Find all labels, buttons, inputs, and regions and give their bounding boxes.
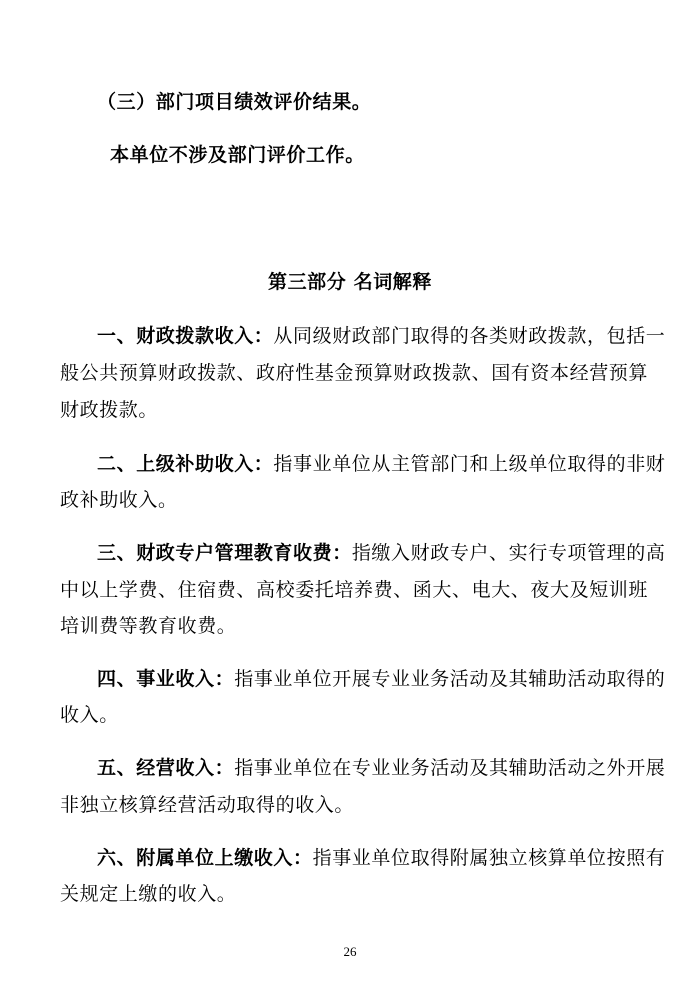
term-paragraph-5-line-2: 非独立核算经营活动取得的收入。 [60, 794, 355, 816]
term-paragraph-3-line-2: 中以上学费、住宿费、高校委托培养费、函大、电大、夜大及短训班 [60, 579, 649, 601]
page-number: 26 [343, 944, 357, 959]
term-paragraph-1-line-1 [97, 322, 665, 350]
term-label: 三、财政专户管理教育收费： [97, 542, 352, 564]
term-paragraph-6-line-1 [97, 844, 665, 872]
term-paragraph-6-line-2: 关规定上缴的收入。 [60, 883, 237, 905]
term-definition: 指事业单位开展专业业务活动及其辅助活动取得的 [234, 668, 666, 690]
section-heading: （三）部门项目绩效评价结果。 [97, 91, 372, 113]
term-definition: 指事业单位在专业业务活动及其辅助活动之外开展 [234, 757, 666, 779]
section-body: 本单位不涉及部门评价工作。 [110, 144, 365, 166]
term-paragraph-5-line-1 [97, 754, 665, 782]
term-label: 六、附属单位上缴收入： [97, 847, 313, 869]
term-label: 四、事业收入： [97, 668, 235, 690]
term-paragraph-1-line-3: 财政拨款。 [60, 399, 159, 421]
term-paragraph-3-line-1 [97, 539, 665, 567]
part-title: 第三部分 名词解释 [267, 271, 432, 293]
term-definition: 指缴入财政专户、实行专项管理的高 [351, 542, 666, 564]
term-paragraph-4-line-2: 收入。 [60, 704, 119, 726]
term-paragraph-2-line-1 [97, 450, 665, 478]
term-definition: 从同级财政部门取得的各类财政拨款，包括一 [273, 325, 666, 347]
term-label: 五、经营收入： [97, 757, 235, 779]
term-label: 二、上级补助收入： [97, 453, 274, 475]
term-paragraph-2-line-2: 政补助收入。 [60, 489, 178, 511]
term-paragraph-4-line-1 [97, 665, 665, 693]
term-definition: 指事业单位从主管部门和上级单位取得的非财 [273, 453, 666, 475]
term-definition: 指事业单位取得附属独立核算单位按照有 [312, 847, 666, 869]
term-paragraph-1-line-2: 般公共预算财政拨款、政府性基金预算财政拨款、国有资本经营预算 [60, 362, 649, 384]
term-paragraph-3-line-3: 培训费等教育收费。 [60, 615, 237, 637]
term-label: 一、财政拨款收入： [97, 325, 274, 347]
